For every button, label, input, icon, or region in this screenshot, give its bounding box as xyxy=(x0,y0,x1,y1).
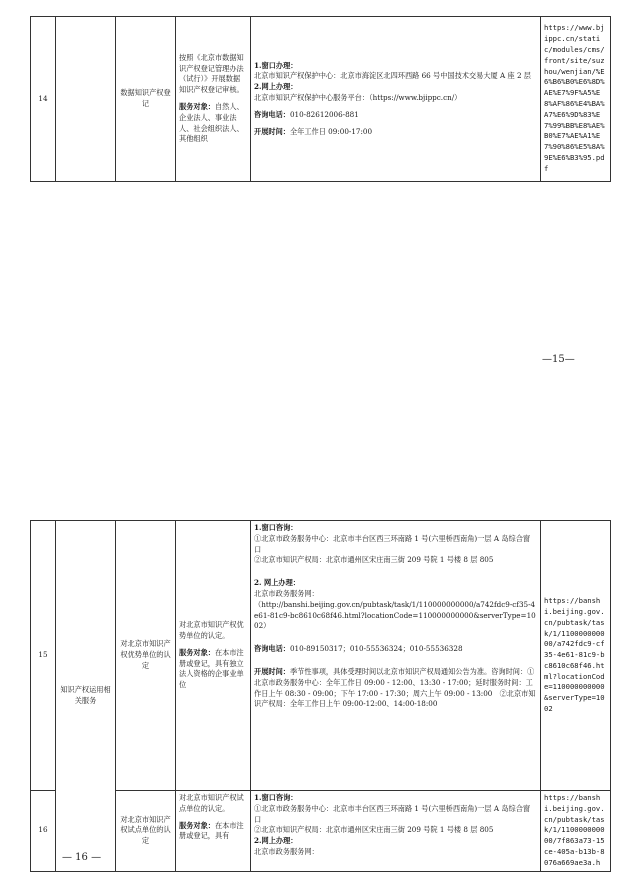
url-cell xyxy=(541,521,611,791)
basis-cell xyxy=(176,521,251,791)
consult-text-1: ①北京市政务服务中心：北京市丰台区西三环南路 1 号(六里桥西南角)一层 A 岛综合窗口 xyxy=(254,803,531,824)
hours-label: 开展时间： xyxy=(254,126,290,136)
consult-label: 1.窗口咨询： xyxy=(254,793,298,802)
phone-label: 咨询电话： xyxy=(254,644,290,654)
hours-text: 季节性事项，具体受理时间以北京市知识产权局通知公告为准。咨询时间：①北京市政务服务中心：全年工作日 09:00 - 12:00、13:30 - 17:00；延时服务时间：工作日上午 08:30 - 09:00；下午 17:00 - 17:30；周六上午 09:00 - 13:00 ②北京市知识产权局：全年工作日上午 09:00-12:00、14:00-18:00 xyxy=(254,666,536,709)
online-text: 北京市知识产权保护中心服务平台：（https://www.bjippc.cn/） xyxy=(254,93,462,102)
target-text: 在本市注册或登记，具有独立法人资格的企事业单位 xyxy=(179,647,244,690)
hours-label: 开展时间： xyxy=(254,666,290,676)
target-text: 在本市注册或登记，具有 xyxy=(179,820,244,841)
url-cell xyxy=(541,17,611,182)
target-label: 服务对象： xyxy=(179,102,215,111)
table-row-14 xyxy=(31,17,611,182)
phone-text: 010-82612006-881 xyxy=(289,109,359,119)
url-link[interactable]: https://www.bjippc.cn/static/modules/cms/front/site/suzhou/wenjian/%E6%B6%B0%E6%8D%AE%E7%9F%A5%E8%AF%86%E4%BA%A7%E6%9D%83%E7%99%BB%E8%AE%B0%E7%AE%A1%E7%90%86%E5%8A%9E%E6%B3%95.pdf xyxy=(544,23,605,173)
basis-text: 对北京市知识产权优势单位的认定。 xyxy=(179,620,244,640)
method-cell xyxy=(251,521,541,791)
online-label: 2.网上办理： xyxy=(254,82,298,92)
service-item: 对北京市知识产权优势单位的认定 xyxy=(116,521,176,791)
target-label: 服务对象： xyxy=(179,820,215,830)
service-table-page-15 xyxy=(30,16,611,182)
online-text-1: 北京市政务服务网： xyxy=(254,588,319,598)
target-text: 自然人、企业法人、事业法人、社会组织法人、其他组织 xyxy=(179,102,244,144)
window-text: 北京市知识产权保护中心：北京市海淀区北四环西路 66 号中国技术交易大厦 A 座 2 层 xyxy=(254,71,531,81)
row-number: 14 xyxy=(31,17,56,182)
online-label: 2.网上办理： xyxy=(254,836,298,846)
method-cell xyxy=(251,17,541,182)
url-link[interactable]: https://banshi.beijing.gov.cn/pubtask/task/1/110000000000/a742fdc9-cf35-4e61-81c9-bc8610c68f46.html?locationCode=110000000000&serverType=1002 xyxy=(544,596,605,714)
target-label: 服务对象： xyxy=(179,647,215,657)
phone-label: 咨询电话： xyxy=(254,109,290,119)
service-table-page-16 xyxy=(30,520,611,872)
table-row-16 xyxy=(31,791,611,872)
table-row-15 xyxy=(31,521,611,791)
url-cell xyxy=(541,791,611,872)
row-number: 16 xyxy=(31,791,56,872)
basis-text: 对北京市知识产权试点单位的认定。 xyxy=(179,793,244,813)
row-number: 15 xyxy=(31,521,56,791)
method-cell xyxy=(251,791,541,872)
phone-text: 010-89150317；010-55536324；010-55536328 xyxy=(289,644,463,654)
online-text-1: 北京市政务服务网： xyxy=(254,846,319,856)
consult-label: 1.窗口咨询： xyxy=(254,523,298,532)
consult-text-2: ②北京市知识产权局：北京市通州区宋庄南三街 209 号院 1 号楼 8 层 805 xyxy=(254,825,494,835)
service-item: 对北京市知识产权试点单位的认定 xyxy=(116,791,176,872)
category-cell xyxy=(56,17,116,182)
online-text-2: （http://banshi.beijing.gov.cn/pubtask/task/1/110000000000/a742fdc9-cf35-4e61-81c9-bc8610c68f46.html?locationCode=110000000000&serverType=1002） xyxy=(254,599,536,631)
consult-text-2: ②北京市知识产权局：北京市通州区宋庄南三街 209 号院 1 号楼 8 层 805 xyxy=(254,555,494,565)
basis-cell xyxy=(176,17,251,182)
service-item: 数据知识产权登记 xyxy=(116,17,176,182)
page-number: —15— xyxy=(542,354,575,365)
window-label: 1.窗口办理： xyxy=(254,60,298,70)
url-link[interactable]: https://banshi.beijing.gov.cn/pubtask/task/1/110000000000/7f863a73-15ce-405a-b13b-8076a669ae3a.h xyxy=(544,793,605,867)
consult-text-1: ①北京市政务服务中心：北京市丰台区西三环南路 1 号(六里桥西南角)一层 A 岛综合窗口 xyxy=(254,533,531,554)
hours-text: 全年工作日 09:00-17:00 xyxy=(289,126,373,136)
basis-cell xyxy=(176,791,251,872)
category-cell: 知识产权运用相关服务 xyxy=(56,521,116,872)
online-label: 2. 网上办理： xyxy=(254,578,300,588)
page-number: — 16 — xyxy=(62,852,102,863)
basis-text: 按照《北京市数据知识产权登记管理办法（试行）》开展数据知识产权登记审核。 xyxy=(179,52,244,95)
